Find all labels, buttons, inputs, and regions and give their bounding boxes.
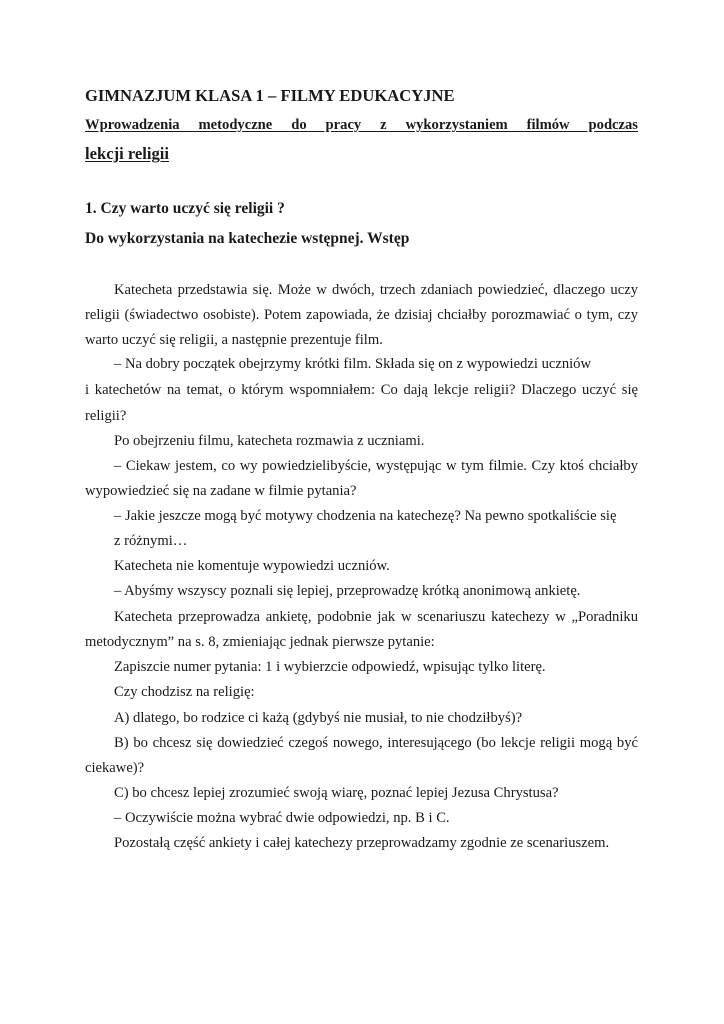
paragraph-line: C) bo chcesz lepiej zrozumieć swoją wiarę, poznać lepiej Jezusa Chrystusa?	[114, 785, 559, 801]
section-subtitle: Do wykorzystania na katechezie wstępnej. Wstęp	[85, 230, 410, 247]
paragraph-line: religii?	[85, 408, 127, 424]
paragraph-line: – Na dobry początek obejrzymy krótki film. Składa się on z wypowiedzi uczniów	[114, 356, 592, 372]
section-title: 1. Czy warto uczyć się religii ?	[85, 200, 285, 217]
paragraph-line: Po obejrzeniu filmu, katecheta rozmawia z uczniami.	[114, 433, 425, 449]
paragraph-line: – Jakie jeszcze mogą być motywy chodzenia na katechezę? Na pewno spotkaliście się	[114, 508, 617, 524]
paragraph-line: Czy chodzisz na religię:	[114, 684, 255, 700]
paragraph-line: wypowiedzieć się na zadane w filmie pytania?	[85, 483, 357, 499]
paragraph-line: Zapiszcie numer pytania: 1 i wybierzcie odpowiedź, wpisując tylko literę.	[114, 659, 546, 675]
paragraph-line: Pozostałą część ankiety i całej katechezy przeprowadzamy zgodnie ze scenariuszem.	[114, 835, 610, 851]
paragraph-line: ciekawe)?	[85, 760, 145, 776]
paragraph-line: z różnymi…	[114, 533, 188, 549]
paragraph-line: Katecheta przedstawia się. Może w dwóch, trzech zdaniach powiedzieć, dlaczego uczy	[114, 282, 638, 298]
paragraph-line: – Ciekaw jestem, co wy powiedzielibyście, występując w tym filmie. Czy ktoś chciałby	[114, 458, 638, 474]
paragraph-line: i katechetów na temat, o którym wspomniałem: Co dają lekcje religii? Dlaczego uczyć się	[85, 382, 638, 398]
document-title: GIMNAZJUM KLASA 1 – FILMY EDUKACYJNE	[85, 86, 455, 105]
paragraph-line: – Oczywiście można wybrać dwie odpowiedzi, np. B i C.	[114, 810, 450, 826]
paragraph-line: – Abyśmy wszyscy poznali się lepiej, przeprowadzę krótką anonimową ankietę.	[114, 583, 581, 599]
document-subtitle-line-1: Wprowadzenia metodyczne do pracy z wykorzystaniem filmów podczas	[85, 117, 638, 133]
paragraph-line: religii (świadectwo osobiste). Potem zapowiada, że dzisiaj chciałby porozmawiać o tym, czy	[85, 307, 638, 323]
paragraph-line: B) bo chcesz się dowiedzieć czegoś nowego, interesującego (bo lekcje religii mogą być	[114, 735, 638, 751]
paragraph-line: warto uczyć się religii, a następnie prezentuje film.	[85, 332, 383, 348]
paragraph-line: Katecheta nie komentuje wypowiedzi uczniów.	[114, 558, 390, 574]
document-subtitle-line-2: lekcji religii	[85, 144, 170, 163]
paragraph-line: A) dlatego, bo rodzice ci każą (gdybyś nie musiał, to nie chodziłbyś)?	[114, 710, 523, 726]
paragraph-line: metodycznym” na s. 8, zmieniając jednak pierwsze pytanie:	[85, 634, 435, 650]
paragraph-line: Katecheta przeprowadza ankietę, podobnie jak w scenariuszu katechezy w „Poradniku	[114, 609, 638, 625]
